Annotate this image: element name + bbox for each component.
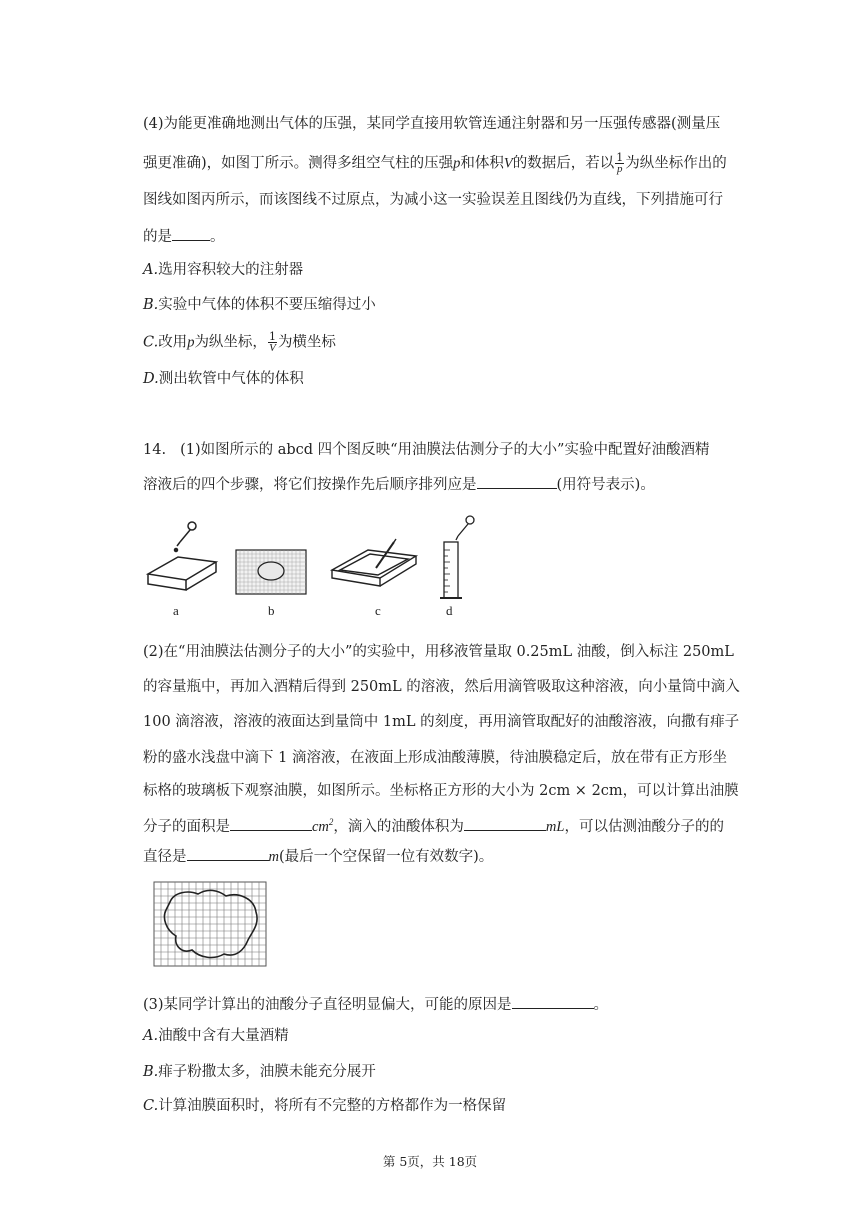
text-run: 溶液后的四个步骤，将它们按操作先后顺序排列应是 <box>143 477 477 493</box>
q14-option-c <box>143 1096 506 1116</box>
fig-label-d: d <box>446 603 453 618</box>
frac-den: V <box>269 342 276 354</box>
unit-mL: mL <box>545 818 565 835</box>
q14-part3-line1 <box>143 994 608 1015</box>
option-text: 实验中气体的体积不要压缩得过小 <box>158 297 376 313</box>
fraction-1-over-V <box>268 331 277 354</box>
unit-cm: cm <box>312 818 329 835</box>
fig-label-a: a <box>173 603 179 618</box>
text-run: 为纵坐标作出的 <box>625 155 727 172</box>
page-footer: 第 5页，共 18页 <box>382 1154 478 1169</box>
option-letter: D. <box>143 371 159 387</box>
text-run: 为横坐标 <box>277 334 336 351</box>
q13-option-c <box>143 331 336 354</box>
var-p: p <box>453 155 461 172</box>
text-run: (用符号表示)。 <box>556 477 655 493</box>
text-run: (最后一个空保留一位有效数字)。 <box>278 849 494 865</box>
text-run: 强更准确)，如图丁所示。测得多组空气柱的压强 <box>143 155 454 172</box>
unit-superscript: 2 <box>328 817 334 827</box>
q14-part2-line2: 的容量瓶中，再加入酒精后得到 250mL 的溶液，然后用滴管吸取这种溶液，向小量筒中滴入 <box>143 679 740 695</box>
step-d-illustration <box>440 516 474 598</box>
var-p: p <box>187 334 195 351</box>
q14-option-a <box>143 1026 289 1046</box>
text-run: 改用 <box>158 334 188 351</box>
option-text: 油酸中含有大量酒精 <box>158 1028 289 1044</box>
text-run: 为纵坐标， <box>194 334 267 351</box>
text-run: 直径是 <box>143 849 187 865</box>
option-letter: B. <box>143 1064 159 1080</box>
q14-part1-line2 <box>143 474 655 495</box>
option-letter: B. <box>143 297 159 313</box>
q13-4-line4 <box>143 226 225 247</box>
q13-option-b <box>143 295 376 315</box>
text-run: (1)如图所示的 abcd 四个图反映“用油膜法估测分子的大小”实验中配置好油酸酒精 <box>180 442 710 458</box>
q13-option-d <box>143 369 304 389</box>
answer-blank[interactable] <box>477 474 557 489</box>
unit-m: m <box>268 849 279 865</box>
fig-label-b: b <box>268 603 275 618</box>
answer-blank[interactable] <box>464 816 546 831</box>
option-text: 计算油膜面积时，将所有不完整的方格都作为一格保留 <box>158 1098 507 1114</box>
option-letter: C. <box>143 1098 159 1114</box>
step-b-illustration <box>236 550 306 594</box>
q14-option-b <box>143 1062 376 1082</box>
q14-part2-line7 <box>143 846 493 867</box>
step-a-illustration <box>148 522 216 590</box>
text-run: 。 <box>210 229 225 245</box>
option-text: 测出软管中气体的体积 <box>158 371 304 387</box>
option-letter: A. <box>143 262 159 278</box>
option-letter: A. <box>143 1028 159 1044</box>
frac-den: p <box>617 163 623 175</box>
answer-blank[interactable] <box>230 816 312 831</box>
fig-label-c: c <box>375 603 381 618</box>
oil-film-grid-figure <box>152 880 270 970</box>
answer-blank[interactable] <box>512 994 594 1009</box>
var-V: V <box>503 155 513 172</box>
text-run: (3)某同学计算出的油酸分子直径明显偏大，可能的原因是 <box>143 997 512 1013</box>
question-number: 14. <box>143 442 167 458</box>
q14-part2-line1: (2)在“用油膜法估测分子的大小”的实验中，用移液管量取 0.25mL 油酸，倒入标注 250mL <box>143 644 734 660</box>
q14-part2-line3: 100 滴溶液，溶液的液面达到量筒中 1mL 的刻度，再用滴管取配好的油酸溶液，向撒有痱子 <box>143 714 740 730</box>
answer-blank[interactable] <box>187 846 269 861</box>
text-run: 的数据后，若以 <box>512 155 615 172</box>
frac-num: 1 <box>616 151 624 164</box>
q14-part2-line5: 标格的玻璃板下观察油膜，如图所示。坐标格正方形的大小为 2cm × 2cm，可以计算出油膜 <box>143 783 739 799</box>
answer-blank[interactable] <box>172 226 210 241</box>
frac-num: 1 <box>268 330 276 343</box>
option-text: 选用容积较大的注射器 <box>158 262 304 278</box>
option-letter: C. <box>143 334 159 351</box>
option-text: 痱子粉撒太多，油膜未能充分展开 <box>158 1064 376 1080</box>
text-run: 的是 <box>143 229 172 245</box>
text-run: ，滴入的油酸体积为 <box>333 818 464 835</box>
q13-4-line2 <box>143 152 727 175</box>
oil-film-steps-figure <box>140 512 480 622</box>
fraction-1-over-p <box>615 152 624 175</box>
q14-part2-line4: 粉的盛水浅盘中滴下 1 滴溶液，在液面上形成油酸薄膜，待油膜稳定后，放在带有正方形坐 <box>143 750 727 766</box>
text-run: ，可以估测油酸分子的的 <box>564 818 724 835</box>
text-run: 和体积 <box>460 155 504 172</box>
step-c-illustration <box>332 539 416 586</box>
text-run: 。 <box>593 997 609 1013</box>
q14-part2-line6 <box>143 812 724 837</box>
q13-option-a <box>143 260 303 280</box>
text-run: 分子的面积是 <box>143 818 230 835</box>
q13-4-line3: 图线如图丙所示，而该图线不过原点，为减小这一实验误差且图线仍为直线，下列措施可行 <box>143 192 723 208</box>
q13-4-line1: (4)为能更准确地测出气体的压强，某同学直接用软管连通注射器和另一压强传感器(测量压 <box>143 116 721 132</box>
q14-part1-line1 <box>143 440 709 460</box>
